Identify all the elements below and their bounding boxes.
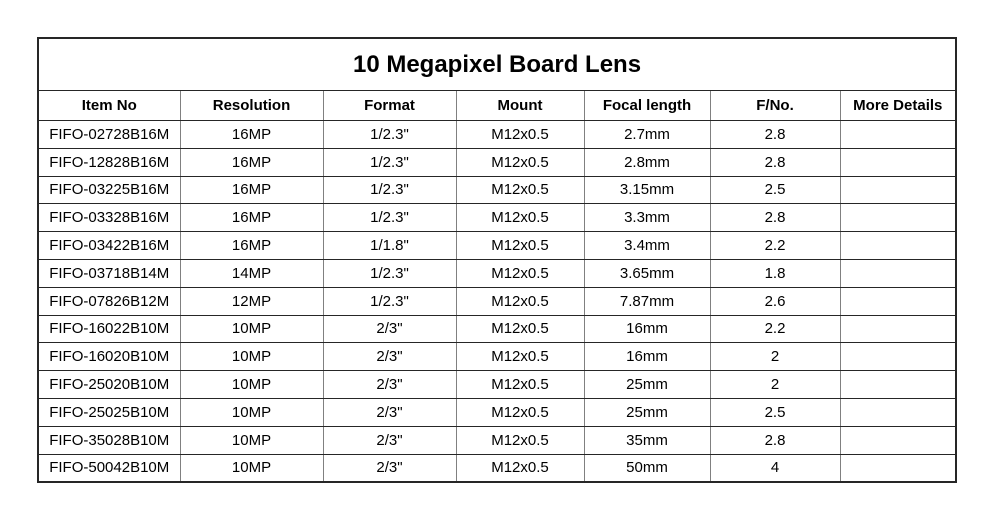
table-row [38,121,956,149]
table-row [38,204,956,232]
table-row [38,148,956,176]
cell-format: 2/3" [323,454,456,482]
cell-mount: M12x0.5 [456,315,584,343]
cell-more-details [840,259,956,287]
table-row [38,176,956,204]
cell-mount: M12x0.5 [456,176,584,204]
cell-focal-length: 35mm [584,426,710,454]
table-head [38,38,956,121]
cell-resolution: 10MP [180,426,323,454]
cell-more-details [840,371,956,399]
cell-focal-length: 16mm [584,343,710,371]
cell-f-no: 2.5 [710,398,840,426]
cell-resolution: 14MP [180,259,323,287]
cell-item-no: FIFO-16020B10M [38,343,180,371]
cell-format: 1/2.3" [323,121,456,149]
cell-more-details [840,232,956,260]
cell-resolution: 10MP [180,315,323,343]
cell-mount: M12x0.5 [456,287,584,315]
table-row [38,232,956,260]
cell-f-no: 2 [710,371,840,399]
table-row [38,287,956,315]
cell-item-no: FIFO-07826B12M [38,287,180,315]
cell-mount: M12x0.5 [456,398,584,426]
cell-format: 2/3" [323,343,456,371]
cell-item-no: FIFO-12828B16M [38,148,180,176]
cell-f-no: 2.8 [710,204,840,232]
cell-resolution: 10MP [180,454,323,482]
cell-format: 1/2.3" [323,204,456,232]
page-title: 10 Megapixel Board Lens [38,38,956,91]
cell-mount: M12x0.5 [456,426,584,454]
cell-item-no: FIFO-25020B10M [38,371,180,399]
cell-f-no: 2.5 [710,176,840,204]
cell-f-no: 2.8 [710,426,840,454]
cell-focal-length: 2.8mm [584,148,710,176]
cell-mount: M12x0.5 [456,204,584,232]
cell-resolution: 10MP [180,343,323,371]
table-row [38,454,956,482]
cell-item-no: FIFO-35028B10M [38,426,180,454]
cell-item-no: FIFO-03422B16M [38,232,180,260]
cell-mount: M12x0.5 [456,259,584,287]
cell-focal-length: 7.87mm [584,287,710,315]
cell-resolution: 16MP [180,176,323,204]
column-header-mount: Mount [456,91,584,121]
cell-focal-length: 3.15mm [584,176,710,204]
cell-mount: M12x0.5 [456,371,584,399]
cell-more-details [840,343,956,371]
cell-resolution: 12MP [180,287,323,315]
cell-more-details [840,398,956,426]
lens-spec-table [37,37,957,483]
table-row [38,259,956,287]
column-header-f-no: F/No. [710,91,840,121]
cell-f-no: 2.8 [710,121,840,149]
cell-focal-length: 3.65mm [584,259,710,287]
cell-more-details [840,121,956,149]
cell-format: 1/2.3" [323,287,456,315]
cell-mount: M12x0.5 [456,148,584,176]
column-header-focal-length: Focal length [584,91,710,121]
cell-mount: M12x0.5 [456,232,584,260]
cell-focal-length: 50mm [584,454,710,482]
column-header-resolution: Resolution [180,91,323,121]
cell-format: 1/1.8" [323,232,456,260]
cell-resolution: 16MP [180,121,323,149]
cell-format: 1/2.3" [323,259,456,287]
cell-more-details [840,454,956,482]
cell-more-details [840,315,956,343]
cell-more-details [840,204,956,232]
cell-mount: M12x0.5 [456,454,584,482]
cell-resolution: 16MP [180,148,323,176]
cell-format: 1/2.3" [323,148,456,176]
cell-item-no: FIFO-50042B10M [38,454,180,482]
column-header-row [38,91,956,121]
column-header-format: Format [323,91,456,121]
cell-item-no: FIFO-03718B14M [38,259,180,287]
cell-mount: M12x0.5 [456,121,584,149]
cell-item-no: FIFO-25025B10M [38,398,180,426]
cell-resolution: 16MP [180,204,323,232]
table-row [38,426,956,454]
table-row [38,371,956,399]
title-row [38,38,956,91]
cell-item-no: FIFO-16022B10M [38,315,180,343]
cell-f-no: 2.6 [710,287,840,315]
cell-more-details [840,426,956,454]
column-header-item-no: Item No [38,91,180,121]
cell-resolution: 10MP [180,398,323,426]
cell-focal-length: 25mm [584,398,710,426]
cell-f-no: 2.2 [710,232,840,260]
cell-resolution: 16MP [180,232,323,260]
cell-format: 2/3" [323,398,456,426]
cell-f-no: 4 [710,454,840,482]
cell-item-no: FIFO-03225B16M [38,176,180,204]
cell-format: 2/3" [323,426,456,454]
cell-format: 2/3" [323,315,456,343]
table-row [38,343,956,371]
cell-f-no: 2.2 [710,315,840,343]
table-row [38,315,956,343]
cell-focal-length: 3.3mm [584,204,710,232]
cell-format: 2/3" [323,371,456,399]
cell-focal-length: 3.4mm [584,232,710,260]
cell-more-details [840,176,956,204]
cell-resolution: 10MP [180,371,323,399]
cell-f-no: 2.8 [710,148,840,176]
column-header-more-details: More Details [840,91,956,121]
cell-focal-length: 16mm [584,315,710,343]
cell-format: 1/2.3" [323,176,456,204]
cell-mount: M12x0.5 [456,343,584,371]
cell-more-details [840,148,956,176]
cell-f-no: 1.8 [710,259,840,287]
cell-f-no: 2 [710,343,840,371]
table-body [38,121,956,483]
cell-more-details [840,287,956,315]
cell-focal-length: 2.7mm [584,121,710,149]
cell-focal-length: 25mm [584,371,710,399]
table-row [38,398,956,426]
cell-item-no: FIFO-02728B16M [38,121,180,149]
cell-item-no: FIFO-03328B16M [38,204,180,232]
